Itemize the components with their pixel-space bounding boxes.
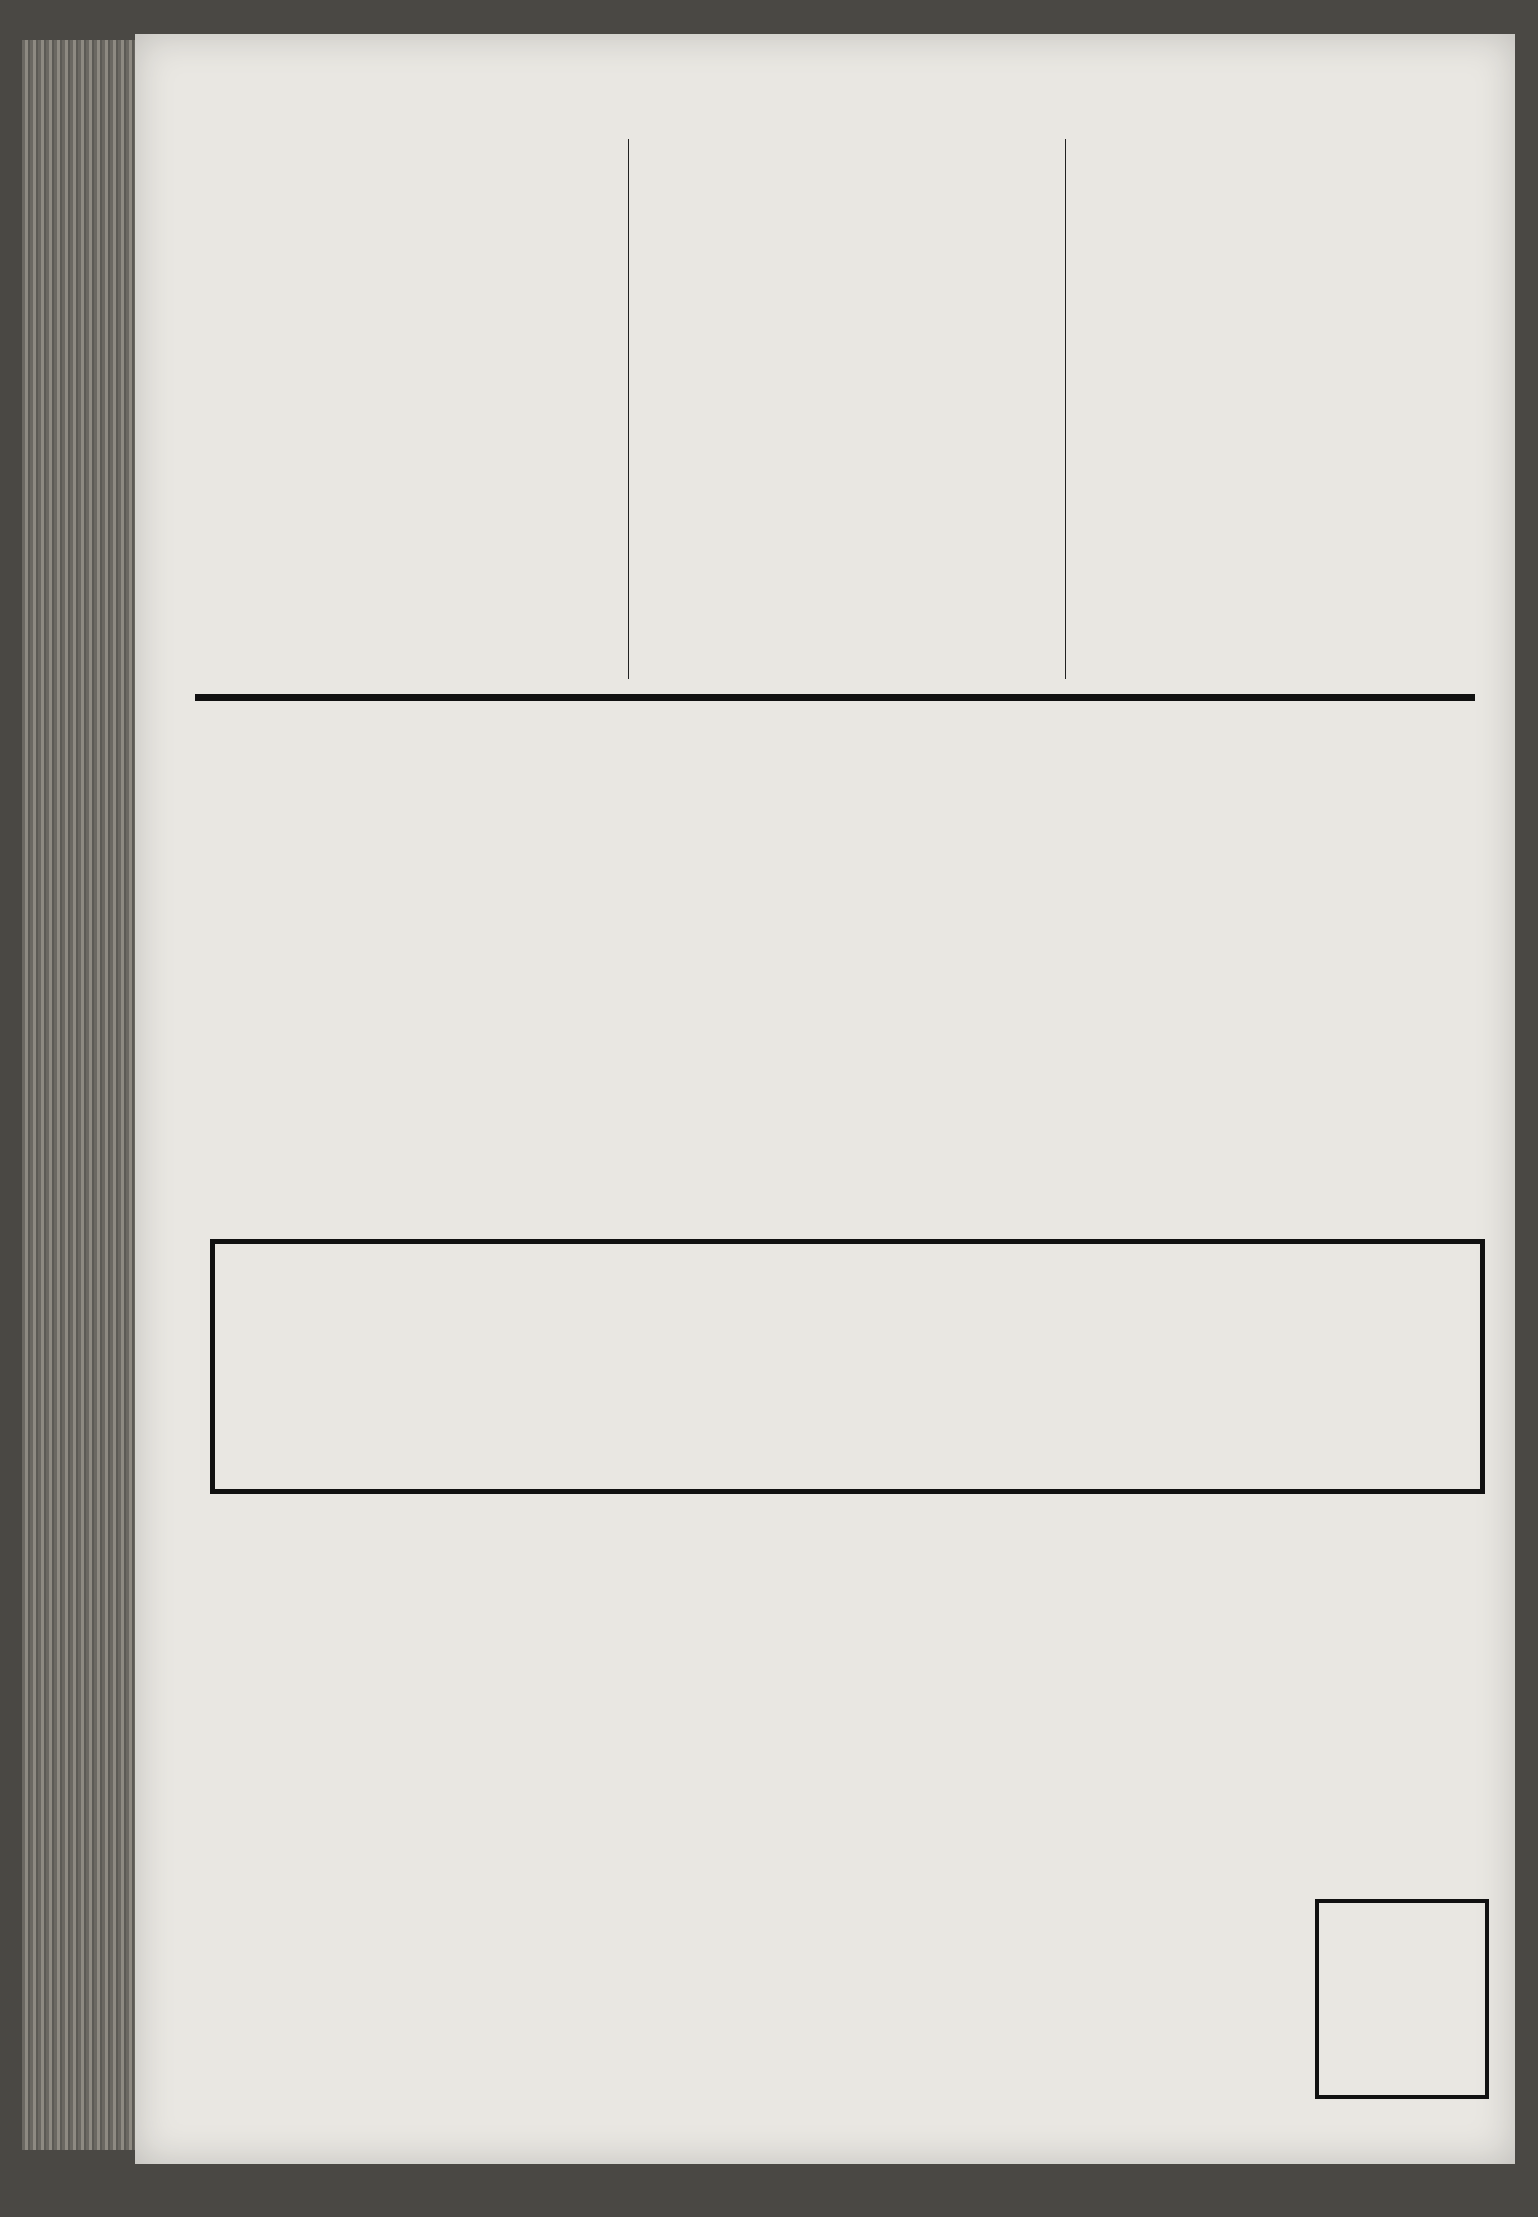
fridge-offer-box xyxy=(1315,1899,1489,2099)
article-column-2 xyxy=(638,139,1056,147)
ad-top-rule xyxy=(195,694,1475,701)
column-rule xyxy=(1065,139,1066,679)
column-rule xyxy=(628,139,629,679)
article-column-1 xyxy=(200,139,618,147)
book-binding xyxy=(22,40,140,2150)
newspaper-page xyxy=(135,34,1515,2164)
article-column-3 xyxy=(1075,139,1493,147)
einmachezeit-box xyxy=(210,1239,1485,1494)
